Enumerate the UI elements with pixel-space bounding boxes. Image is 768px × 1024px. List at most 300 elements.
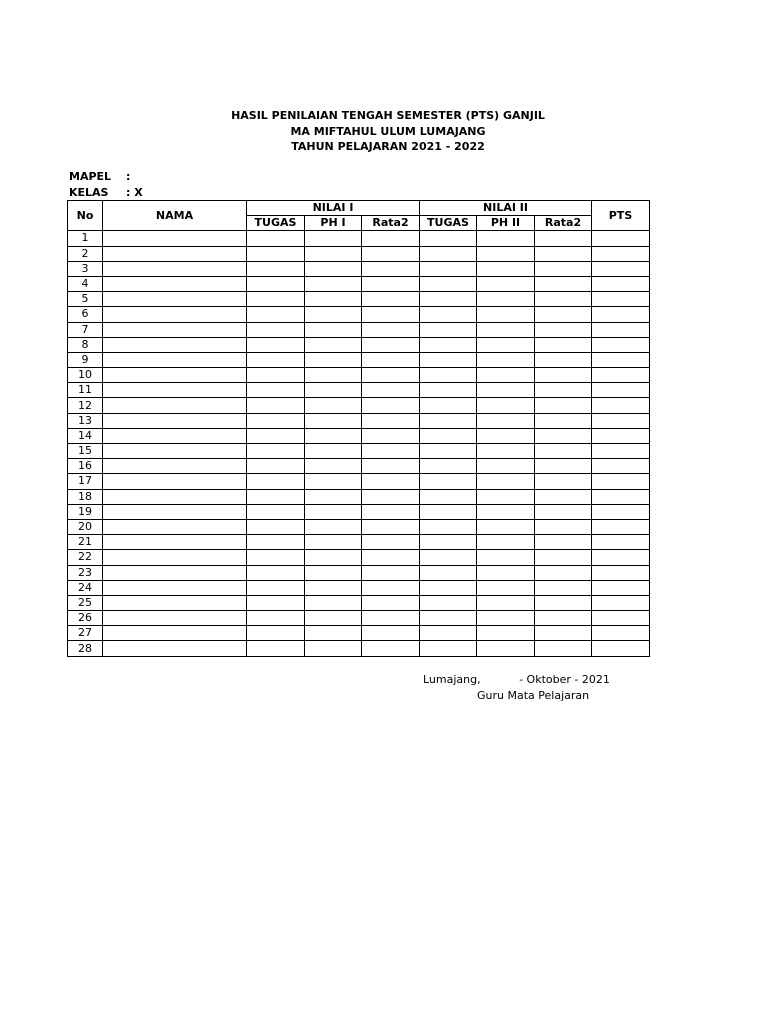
nilai1-rata-cell[interactable] bbox=[362, 337, 420, 352]
nilai2-rata-cell[interactable] bbox=[535, 368, 592, 383]
nilai2-tugas-cell[interactable] bbox=[420, 580, 477, 595]
nama-cell[interactable] bbox=[103, 519, 247, 534]
kelas-label: KELAS bbox=[69, 186, 109, 199]
nilai1-rata-cell[interactable] bbox=[362, 352, 420, 367]
nilai2-ph-cell[interactable] bbox=[477, 413, 535, 428]
kelas-value: : X bbox=[126, 186, 143, 199]
table-row bbox=[68, 368, 650, 383]
mapel-row bbox=[69, 170, 130, 184]
row-number: 16 bbox=[68, 459, 103, 474]
nilai1-tugas-cell[interactable] bbox=[247, 368, 305, 383]
nilai2-ph-cell[interactable] bbox=[477, 292, 535, 307]
nilai2-rata-cell[interactable] bbox=[535, 474, 592, 489]
nilai2-rata-cell[interactable] bbox=[535, 322, 592, 337]
pts-cell[interactable] bbox=[592, 383, 650, 398]
mapel-value: : bbox=[126, 170, 131, 183]
nilai2-rata-cell[interactable] bbox=[535, 504, 592, 519]
nilai2-tugas-cell[interactable] bbox=[420, 489, 477, 504]
nilai2-ph-cell[interactable] bbox=[477, 322, 535, 337]
nilai2-ph-cell[interactable] bbox=[477, 368, 535, 383]
nama-cell[interactable] bbox=[103, 580, 247, 595]
nilai2-tugas-cell[interactable] bbox=[420, 444, 477, 459]
nilai2-rata-cell[interactable] bbox=[535, 489, 592, 504]
nilai1-ph-cell[interactable] bbox=[305, 459, 362, 474]
nilai1-rata-cell[interactable] bbox=[362, 565, 420, 580]
pts-cell[interactable] bbox=[592, 413, 650, 428]
nilai2-rata-cell[interactable] bbox=[535, 641, 592, 656]
nilai1-tugas-cell[interactable] bbox=[247, 519, 305, 534]
nilai2-rata-cell[interactable] bbox=[535, 519, 592, 534]
nilai1-ph-cell[interactable] bbox=[305, 337, 362, 352]
nilai1-tugas-cell[interactable] bbox=[247, 550, 305, 565]
pts-cell[interactable] bbox=[592, 276, 650, 291]
row-number: 28 bbox=[68, 641, 103, 656]
nilai1-rata-cell[interactable] bbox=[362, 535, 420, 550]
pts-cell[interactable] bbox=[592, 641, 650, 656]
nilai2-tugas-cell[interactable] bbox=[420, 626, 477, 641]
nilai2-tugas-cell[interactable] bbox=[420, 550, 477, 565]
nilai1-ph-cell[interactable] bbox=[305, 413, 362, 428]
nilai1-tugas-cell[interactable] bbox=[247, 322, 305, 337]
nama-cell[interactable] bbox=[103, 611, 247, 626]
nilai1-ph-cell[interactable] bbox=[305, 383, 362, 398]
nama-cell[interactable] bbox=[103, 322, 247, 337]
nilai1-rata-cell[interactable] bbox=[362, 383, 420, 398]
pts-cell[interactable] bbox=[592, 246, 650, 261]
nilai2-tugas-cell[interactable] bbox=[420, 428, 477, 443]
row-number: 14 bbox=[68, 428, 103, 443]
table-row bbox=[68, 261, 650, 276]
nilai1-ph-cell[interactable] bbox=[305, 398, 362, 413]
nilai2-tugas-cell[interactable] bbox=[420, 322, 477, 337]
nilai1-rata-cell[interactable] bbox=[362, 580, 420, 595]
nilai1-ph-cell[interactable] bbox=[305, 352, 362, 367]
pts-cell[interactable] bbox=[592, 231, 650, 246]
nilai1-rata-cell[interactable] bbox=[362, 489, 420, 504]
nilai1-rata-cell[interactable] bbox=[362, 292, 420, 307]
nilai1-tugas-cell[interactable] bbox=[247, 428, 305, 443]
nilai2-ph-cell[interactable] bbox=[477, 428, 535, 443]
row-number: 12 bbox=[68, 398, 103, 413]
header-nilai1-tugas: TUGAS bbox=[247, 216, 305, 231]
nilai2-tugas-cell[interactable] bbox=[420, 352, 477, 367]
nilai1-rata-cell[interactable] bbox=[362, 550, 420, 565]
pts-cell[interactable] bbox=[592, 565, 650, 580]
nilai2-tugas-cell[interactable] bbox=[420, 246, 477, 261]
nilai1-ph-cell[interactable] bbox=[305, 231, 362, 246]
nilai2-ph-cell[interactable] bbox=[477, 489, 535, 504]
nilai2-rata-cell[interactable] bbox=[535, 383, 592, 398]
nilai1-rata-cell[interactable] bbox=[362, 459, 420, 474]
nilai2-tugas-cell[interactable] bbox=[420, 307, 477, 322]
nilai2-tugas-cell[interactable] bbox=[420, 595, 477, 610]
nilai2-tugas-cell[interactable] bbox=[420, 565, 477, 580]
nama-cell[interactable] bbox=[103, 626, 247, 641]
grades-table bbox=[67, 200, 650, 657]
table-header bbox=[68, 201, 650, 231]
signer-title: Guru Mata Pelajaran bbox=[477, 689, 590, 702]
nilai1-tugas-cell[interactable] bbox=[247, 383, 305, 398]
row-number: 6 bbox=[68, 307, 103, 322]
table-row bbox=[68, 580, 650, 595]
row-number: 4 bbox=[68, 276, 103, 291]
nilai1-rata-cell[interactable] bbox=[362, 519, 420, 534]
nama-cell[interactable] bbox=[103, 261, 247, 276]
nilai1-ph-cell[interactable] bbox=[305, 641, 362, 656]
nilai1-rata-cell[interactable] bbox=[362, 444, 420, 459]
nilai2-tugas-cell[interactable] bbox=[420, 337, 477, 352]
pts-cell[interactable] bbox=[592, 428, 650, 443]
nama-cell[interactable] bbox=[103, 307, 247, 322]
nilai2-tugas-cell[interactable] bbox=[420, 368, 477, 383]
nilai2-ph-cell[interactable] bbox=[477, 611, 535, 626]
nilai1-tugas-cell[interactable] bbox=[247, 276, 305, 291]
row-number: 22 bbox=[68, 550, 103, 565]
nama-cell[interactable] bbox=[103, 535, 247, 550]
nilai1-tugas-cell[interactable] bbox=[247, 504, 305, 519]
nama-cell[interactable] bbox=[103, 550, 247, 565]
nilai2-ph-cell[interactable] bbox=[477, 352, 535, 367]
nama-cell[interactable] bbox=[103, 595, 247, 610]
table-row bbox=[68, 519, 650, 534]
nilai1-ph-cell[interactable] bbox=[305, 504, 362, 519]
nilai2-rata-cell[interactable] bbox=[535, 276, 592, 291]
row-number: 8 bbox=[68, 337, 103, 352]
table-row bbox=[68, 535, 650, 550]
row-number: 9 bbox=[68, 352, 103, 367]
nilai1-ph-cell[interactable] bbox=[305, 322, 362, 337]
table-row bbox=[68, 246, 650, 261]
nama-cell[interactable] bbox=[103, 474, 247, 489]
table-row bbox=[68, 337, 650, 352]
nilai1-ph-cell[interactable] bbox=[305, 368, 362, 383]
nilai2-rata-cell[interactable] bbox=[535, 565, 592, 580]
nilai2-ph-cell[interactable] bbox=[477, 246, 535, 261]
nilai1-ph-cell[interactable] bbox=[305, 519, 362, 534]
pts-cell[interactable] bbox=[592, 261, 650, 276]
nilai1-ph-cell[interactable] bbox=[305, 307, 362, 322]
nama-cell[interactable] bbox=[103, 383, 247, 398]
nilai2-tugas-cell[interactable] bbox=[420, 276, 477, 291]
row-number: 1 bbox=[68, 231, 103, 246]
nilai1-tugas-cell[interactable] bbox=[247, 307, 305, 322]
nama-cell[interactable] bbox=[103, 398, 247, 413]
title-line-3: TAHUN PELAJARAN 2021 - 2022 bbox=[291, 140, 485, 153]
table-row bbox=[68, 611, 650, 626]
nilai2-rata-cell[interactable] bbox=[535, 413, 592, 428]
row-number: 10 bbox=[68, 368, 103, 383]
pts-cell[interactable] bbox=[592, 489, 650, 504]
nilai1-rata-cell[interactable] bbox=[362, 595, 420, 610]
nilai1-rata-cell[interactable] bbox=[362, 246, 420, 261]
nama-cell[interactable] bbox=[103, 565, 247, 580]
nama-cell[interactable] bbox=[103, 444, 247, 459]
nilai2-ph-cell[interactable] bbox=[477, 626, 535, 641]
nilai1-tugas-cell[interactable] bbox=[247, 261, 305, 276]
nilai2-tugas-cell[interactable] bbox=[420, 398, 477, 413]
nama-cell[interactable] bbox=[103, 489, 247, 504]
header-nilai-1: NILAI I bbox=[247, 201, 420, 216]
nilai1-tugas-cell[interactable] bbox=[247, 398, 305, 413]
nilai2-tugas-cell[interactable] bbox=[420, 261, 477, 276]
nilai1-ph-cell[interactable] bbox=[305, 565, 362, 580]
pts-cell[interactable] bbox=[592, 504, 650, 519]
nilai2-rata-cell[interactable] bbox=[535, 550, 592, 565]
pts-cell[interactable] bbox=[592, 550, 650, 565]
table-row bbox=[68, 307, 650, 322]
nama-cell[interactable] bbox=[103, 231, 247, 246]
table-row bbox=[68, 322, 650, 337]
nilai2-ph-cell[interactable] bbox=[477, 276, 535, 291]
nilai1-tugas-cell[interactable] bbox=[247, 337, 305, 352]
nilai1-ph-cell[interactable] bbox=[305, 580, 362, 595]
table-row bbox=[68, 292, 650, 307]
nilai2-tugas-cell[interactable] bbox=[420, 413, 477, 428]
nilai1-rata-cell[interactable] bbox=[362, 307, 420, 322]
nilai2-ph-cell[interactable] bbox=[477, 535, 535, 550]
nilai1-ph-cell[interactable] bbox=[305, 292, 362, 307]
nilai1-rata-cell[interactable] bbox=[362, 474, 420, 489]
nama-cell[interactable] bbox=[103, 352, 247, 367]
nilai1-ph-cell[interactable] bbox=[305, 276, 362, 291]
header-nilai1-rata: Rata2 bbox=[362, 216, 420, 231]
table-row bbox=[68, 231, 650, 246]
nilai2-rata-cell[interactable] bbox=[535, 535, 592, 550]
nilai1-tugas-cell[interactable] bbox=[247, 444, 305, 459]
kelas-row bbox=[69, 186, 143, 200]
nilai1-tugas-cell[interactable] bbox=[247, 474, 305, 489]
header-nilai-2: NILAI II bbox=[420, 201, 592, 216]
nilai2-ph-cell[interactable] bbox=[477, 580, 535, 595]
nilai2-ph-cell[interactable] bbox=[477, 398, 535, 413]
nilai1-rata-cell[interactable] bbox=[362, 368, 420, 383]
nama-cell[interactable] bbox=[103, 337, 247, 352]
nilai1-tugas-cell[interactable] bbox=[247, 231, 305, 246]
nilai1-tugas-cell[interactable] bbox=[247, 565, 305, 580]
pts-cell[interactable] bbox=[592, 292, 650, 307]
nilai2-ph-cell[interactable] bbox=[477, 474, 535, 489]
nilai1-tugas-cell[interactable] bbox=[247, 292, 305, 307]
nilai1-rata-cell[interactable] bbox=[362, 504, 420, 519]
nilai1-tugas-cell[interactable] bbox=[247, 535, 305, 550]
nama-cell[interactable] bbox=[103, 428, 247, 443]
nilai2-rata-cell[interactable] bbox=[535, 261, 592, 276]
document-title bbox=[0, 108, 768, 155]
nilai2-rata-cell[interactable] bbox=[535, 337, 592, 352]
nilai1-ph-cell[interactable] bbox=[305, 261, 362, 276]
row-number: 21 bbox=[68, 535, 103, 550]
table-row bbox=[68, 383, 650, 398]
nilai2-rata-cell[interactable] bbox=[535, 398, 592, 413]
nilai2-ph-cell[interactable] bbox=[477, 337, 535, 352]
nilai2-tugas-cell[interactable] bbox=[420, 383, 477, 398]
nilai2-ph-cell[interactable] bbox=[477, 459, 535, 474]
nama-cell[interactable] bbox=[103, 641, 247, 656]
nilai2-ph-cell[interactable] bbox=[477, 519, 535, 534]
nilai1-rata-cell[interactable] bbox=[362, 611, 420, 626]
nilai2-ph-cell[interactable] bbox=[477, 641, 535, 656]
row-number: 25 bbox=[68, 595, 103, 610]
nilai2-rata-cell[interactable] bbox=[535, 246, 592, 261]
nilai1-tugas-cell[interactable] bbox=[247, 611, 305, 626]
header-pts: PTS bbox=[592, 201, 650, 231]
row-number: 7 bbox=[68, 322, 103, 337]
row-number: 19 bbox=[68, 504, 103, 519]
table-row bbox=[68, 565, 650, 580]
nilai2-ph-cell[interactable] bbox=[477, 444, 535, 459]
nilai1-rata-cell[interactable] bbox=[362, 626, 420, 641]
nilai2-ph-cell[interactable] bbox=[477, 504, 535, 519]
header-nama: NAMA bbox=[103, 201, 247, 231]
nilai2-ph-cell[interactable] bbox=[477, 550, 535, 565]
row-number: 15 bbox=[68, 444, 103, 459]
row-number: 27 bbox=[68, 626, 103, 641]
title-line-1: HASIL PENILAIAN TENGAH SEMESTER (PTS) GANJIL bbox=[231, 109, 545, 122]
nilai1-tugas-cell[interactable] bbox=[247, 580, 305, 595]
header-nilai2-tugas: TUGAS bbox=[420, 216, 477, 231]
row-number: 5 bbox=[68, 292, 103, 307]
nilai2-rata-cell[interactable] bbox=[535, 307, 592, 322]
nilai1-rata-cell[interactable] bbox=[362, 261, 420, 276]
pts-cell[interactable] bbox=[592, 337, 650, 352]
nilai1-ph-cell[interactable] bbox=[305, 246, 362, 261]
row-number: 11 bbox=[68, 383, 103, 398]
nilai2-rata-cell[interactable] bbox=[535, 595, 592, 610]
nilai2-tugas-cell[interactable] bbox=[420, 292, 477, 307]
header-no: No bbox=[68, 201, 103, 231]
nilai2-rata-cell[interactable] bbox=[535, 352, 592, 367]
nama-cell[interactable] bbox=[103, 368, 247, 383]
row-number: 23 bbox=[68, 565, 103, 580]
nilai1-rata-cell[interactable] bbox=[362, 322, 420, 337]
nilai2-rata-cell[interactable] bbox=[535, 459, 592, 474]
nilai2-tugas-cell[interactable] bbox=[420, 504, 477, 519]
nilai1-ph-cell[interactable] bbox=[305, 550, 362, 565]
nilai1-ph-cell[interactable] bbox=[305, 611, 362, 626]
nilai1-rata-cell[interactable] bbox=[362, 276, 420, 291]
nama-cell[interactable] bbox=[103, 276, 247, 291]
nilai2-tugas-cell[interactable] bbox=[420, 231, 477, 246]
nama-cell[interactable] bbox=[103, 459, 247, 474]
table-row bbox=[68, 626, 650, 641]
nilai2-ph-cell[interactable] bbox=[477, 231, 535, 246]
nilai2-ph-cell[interactable] bbox=[477, 595, 535, 610]
nilai1-rata-cell[interactable] bbox=[362, 641, 420, 656]
row-number: 13 bbox=[68, 413, 103, 428]
nilai1-ph-cell[interactable] bbox=[305, 626, 362, 641]
nilai2-rata-cell[interactable] bbox=[535, 428, 592, 443]
table-row bbox=[68, 595, 650, 610]
title-line-2: MA MIFTAHUL ULUM LUMAJANG bbox=[290, 124, 486, 138]
table-row bbox=[68, 352, 650, 367]
header-nilai2-rata: Rata2 bbox=[535, 216, 592, 231]
nilai2-rata-cell[interactable] bbox=[535, 231, 592, 246]
nilai1-tugas-cell[interactable] bbox=[247, 413, 305, 428]
nilai2-rata-cell[interactable] bbox=[535, 444, 592, 459]
pts-cell[interactable] bbox=[592, 459, 650, 474]
pts-cell[interactable] bbox=[592, 368, 650, 383]
header-nilai2-ph: PH II bbox=[477, 216, 535, 231]
table-row bbox=[68, 428, 650, 443]
pts-cell[interactable] bbox=[592, 444, 650, 459]
table-row bbox=[68, 489, 650, 504]
nilai2-tugas-cell[interactable] bbox=[420, 519, 477, 534]
nilai2-ph-cell[interactable] bbox=[477, 261, 535, 276]
pts-cell[interactable] bbox=[592, 595, 650, 610]
nilai2-tugas-cell[interactable] bbox=[420, 459, 477, 474]
nilai1-tugas-cell[interactable] bbox=[247, 246, 305, 261]
nilai1-tugas-cell[interactable] bbox=[247, 352, 305, 367]
nilai1-ph-cell[interactable] bbox=[305, 444, 362, 459]
pts-cell[interactable] bbox=[592, 398, 650, 413]
nilai1-ph-cell[interactable] bbox=[305, 428, 362, 443]
table-row bbox=[68, 550, 650, 565]
nama-cell[interactable] bbox=[103, 246, 247, 261]
nilai1-ph-cell[interactable] bbox=[305, 489, 362, 504]
row-number: 2 bbox=[68, 246, 103, 261]
nilai2-rata-cell[interactable] bbox=[535, 626, 592, 641]
nilai1-tugas-cell[interactable] bbox=[247, 489, 305, 504]
nilai1-rata-cell[interactable] bbox=[362, 231, 420, 246]
nilai1-tugas-cell[interactable] bbox=[247, 595, 305, 610]
row-number: 24 bbox=[68, 580, 103, 595]
table-row bbox=[68, 474, 650, 489]
nilai2-ph-cell[interactable] bbox=[477, 383, 535, 398]
pts-cell[interactable] bbox=[592, 519, 650, 534]
nilai1-rata-cell[interactable] bbox=[362, 413, 420, 428]
nilai1-ph-cell[interactable] bbox=[305, 595, 362, 610]
header-nilai1-ph: PH I bbox=[305, 216, 362, 231]
nilai2-ph-cell[interactable] bbox=[477, 565, 535, 580]
nilai2-tugas-cell[interactable] bbox=[420, 474, 477, 489]
row-number: 20 bbox=[68, 519, 103, 534]
pts-cell[interactable] bbox=[592, 352, 650, 367]
nama-cell[interactable] bbox=[103, 292, 247, 307]
nilai2-rata-cell[interactable] bbox=[535, 611, 592, 626]
nama-cell[interactable] bbox=[103, 413, 247, 428]
nilai1-tugas-cell[interactable] bbox=[247, 459, 305, 474]
nilai1-tugas-cell[interactable] bbox=[247, 641, 305, 656]
pts-cell[interactable] bbox=[592, 611, 650, 626]
pts-cell[interactable] bbox=[592, 474, 650, 489]
place-date: Lumajang, - Oktober - 2021 bbox=[423, 673, 610, 686]
pts-cell[interactable] bbox=[592, 626, 650, 641]
table-row bbox=[68, 504, 650, 519]
pts-cell[interactable] bbox=[592, 322, 650, 337]
pts-cell[interactable] bbox=[592, 580, 650, 595]
nilai1-ph-cell[interactable] bbox=[305, 535, 362, 550]
nilai1-rata-cell[interactable] bbox=[362, 428, 420, 443]
row-number: 26 bbox=[68, 611, 103, 626]
nilai2-tugas-cell[interactable] bbox=[420, 611, 477, 626]
row-number: 18 bbox=[68, 489, 103, 504]
table-row bbox=[68, 398, 650, 413]
pts-cell[interactable] bbox=[592, 535, 650, 550]
pts-cell[interactable] bbox=[592, 307, 650, 322]
table-row bbox=[68, 276, 650, 291]
table-body bbox=[68, 231, 650, 656]
nilai1-tugas-cell[interactable] bbox=[247, 626, 305, 641]
nilai2-rata-cell[interactable] bbox=[535, 292, 592, 307]
nama-cell[interactable] bbox=[103, 504, 247, 519]
nilai2-rata-cell[interactable] bbox=[535, 580, 592, 595]
nilai2-ph-cell[interactable] bbox=[477, 307, 535, 322]
nilai1-rata-cell[interactable] bbox=[362, 398, 420, 413]
nilai2-tugas-cell[interactable] bbox=[420, 641, 477, 656]
table-row bbox=[68, 641, 650, 656]
nilai1-ph-cell[interactable] bbox=[305, 474, 362, 489]
nilai2-tugas-cell[interactable] bbox=[420, 535, 477, 550]
